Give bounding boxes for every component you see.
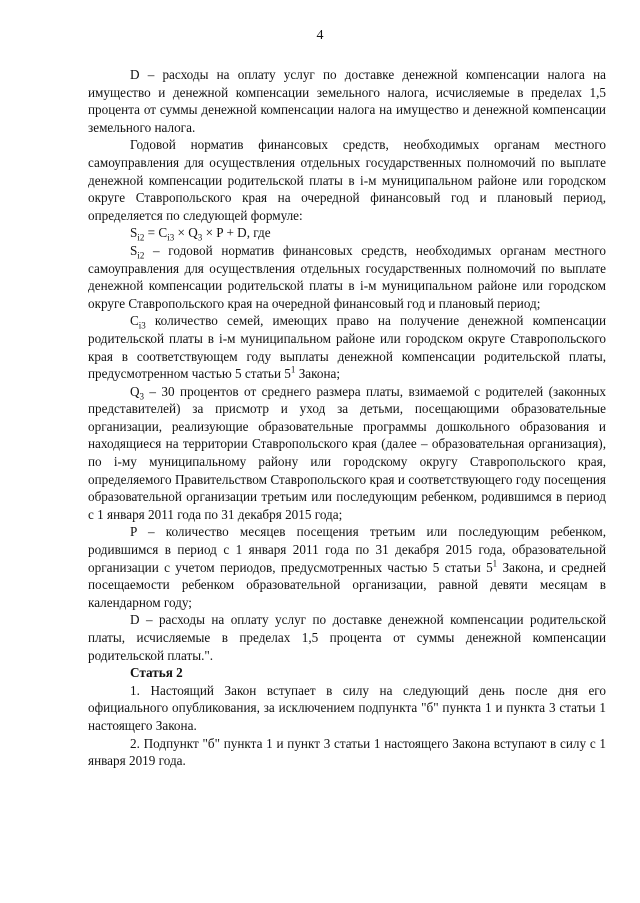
c-symbol: C xyxy=(130,313,139,329)
formula-mid: × Q xyxy=(174,225,198,241)
paragraph-d-tax: D – расходы на оплату услуг по доставке денежной компенсации налога на имущество и денежной компенсации земельного налога, исчисляемые в пределах 1,5 процента от суммы денежной компенсации налога на имущество и денежной компенсации земельного налога. xyxy=(88,67,606,135)
formula-tail: × P + D, где xyxy=(202,225,271,241)
paragraph-q-definition xyxy=(88,383,606,524)
p-tail: Закона, и средней посещаемости ребенком образовательной организации, равной девяти месяцам в календарном году; xyxy=(88,559,606,610)
paragraph-c-definition xyxy=(88,312,606,382)
page-number: 4 xyxy=(316,28,324,43)
s-sub: i2 xyxy=(137,250,145,261)
p-sup: 1 xyxy=(492,558,498,569)
c-tail: Закона; xyxy=(295,366,341,382)
paragraph-d-definition: D – расходы на оплату услуг по доставке денежной компенсации родительской платы, исчисляемые в пределах 1,5 процента от суммы денежной компенсации родительской платы.". xyxy=(88,612,606,663)
formula xyxy=(88,224,606,242)
formula-s-sub: i2 xyxy=(137,232,145,243)
formula-eq: = C xyxy=(144,225,168,241)
article-clause-1: 1. Настоящий Закон вступает в силу на следующий день после дня его официального опубликования, за исключением подпункта "б" пункта 1 и пункта 3 статьи 1 настоящего Закона. xyxy=(88,682,606,733)
q-text: – 30 процентов от среднего размера платы, взимаемой с родителей (законных представителей) за присмотр и уход за детьми, посещающими образовательные организации, реализующие образовательные программы дошкольного образования и находящиеся на территории Ставропольского края (далее – образовательная организация), по i-му муниципальному району или городскому округу Ставропольского края, определяемого Правительством Ставропольского края и соответствующего году посещения образовательной организации третьим или последующим ребенком, родившимся в период с 1 января 2011 года по 31 декабря 2015 года; xyxy=(88,383,606,522)
paragraph-p-definition xyxy=(88,523,606,611)
s-text: – годовой норматив финансовых средств, необходимых органам местного самоуправления для осуществления отдельных государственных полномочий по выплате денежной компенсации родительской платы в i-м муниципальном районе или городском округе Ставропольского края на очередной финансовый год и плановый период; xyxy=(88,242,606,311)
q-sub: 3 xyxy=(139,391,145,402)
paragraph-annual-norm: Годовой норматив финансовых средств, необходимых органам местного самоуправления для осуществления отдельных государственных полномочий по выплате денежной компенсации родительской платы в i-м муниципальном районе или городском округе Ставропольского края на очередной финансовый год и плановый период, определяется по следующей формуле: xyxy=(88,137,606,223)
q-symbol: Q xyxy=(130,383,140,399)
article-title: Статья 2 xyxy=(130,665,183,681)
p-text: P – количество месяцев посещения третьим или последующим ребенком, родившимся в период с 1 января 2011 года по 31 декабря 2015 года, образовательной организации с учетом периодов, предусмотренных частью 5 статьи 5 xyxy=(88,524,606,575)
c-sub: i3 xyxy=(138,320,146,331)
formula-q-sub: 3 xyxy=(197,232,203,243)
formula-c-sub: i3 xyxy=(167,232,175,243)
article-clause-2: 2. Подпункт "б" пункта 1 и пункт 3 статьи 1 настоящего Закона вступают в силу с 1 января 2019 года. xyxy=(88,735,606,769)
c-sup: 1 xyxy=(290,364,296,375)
formula-s: S xyxy=(130,225,138,241)
paragraph-s-definition xyxy=(88,242,606,312)
c-text: количество семей, имеющих право на получение денежной компенсации родительской платы в i-м муниципальном районе или городском округе Ставропольского края в соответствующем году выплаты денежной компенсации родительской платы, предусмотренном частью 5 статьи 5 xyxy=(88,313,606,382)
document-body xyxy=(88,66,606,770)
s-symbol: S xyxy=(130,242,138,258)
